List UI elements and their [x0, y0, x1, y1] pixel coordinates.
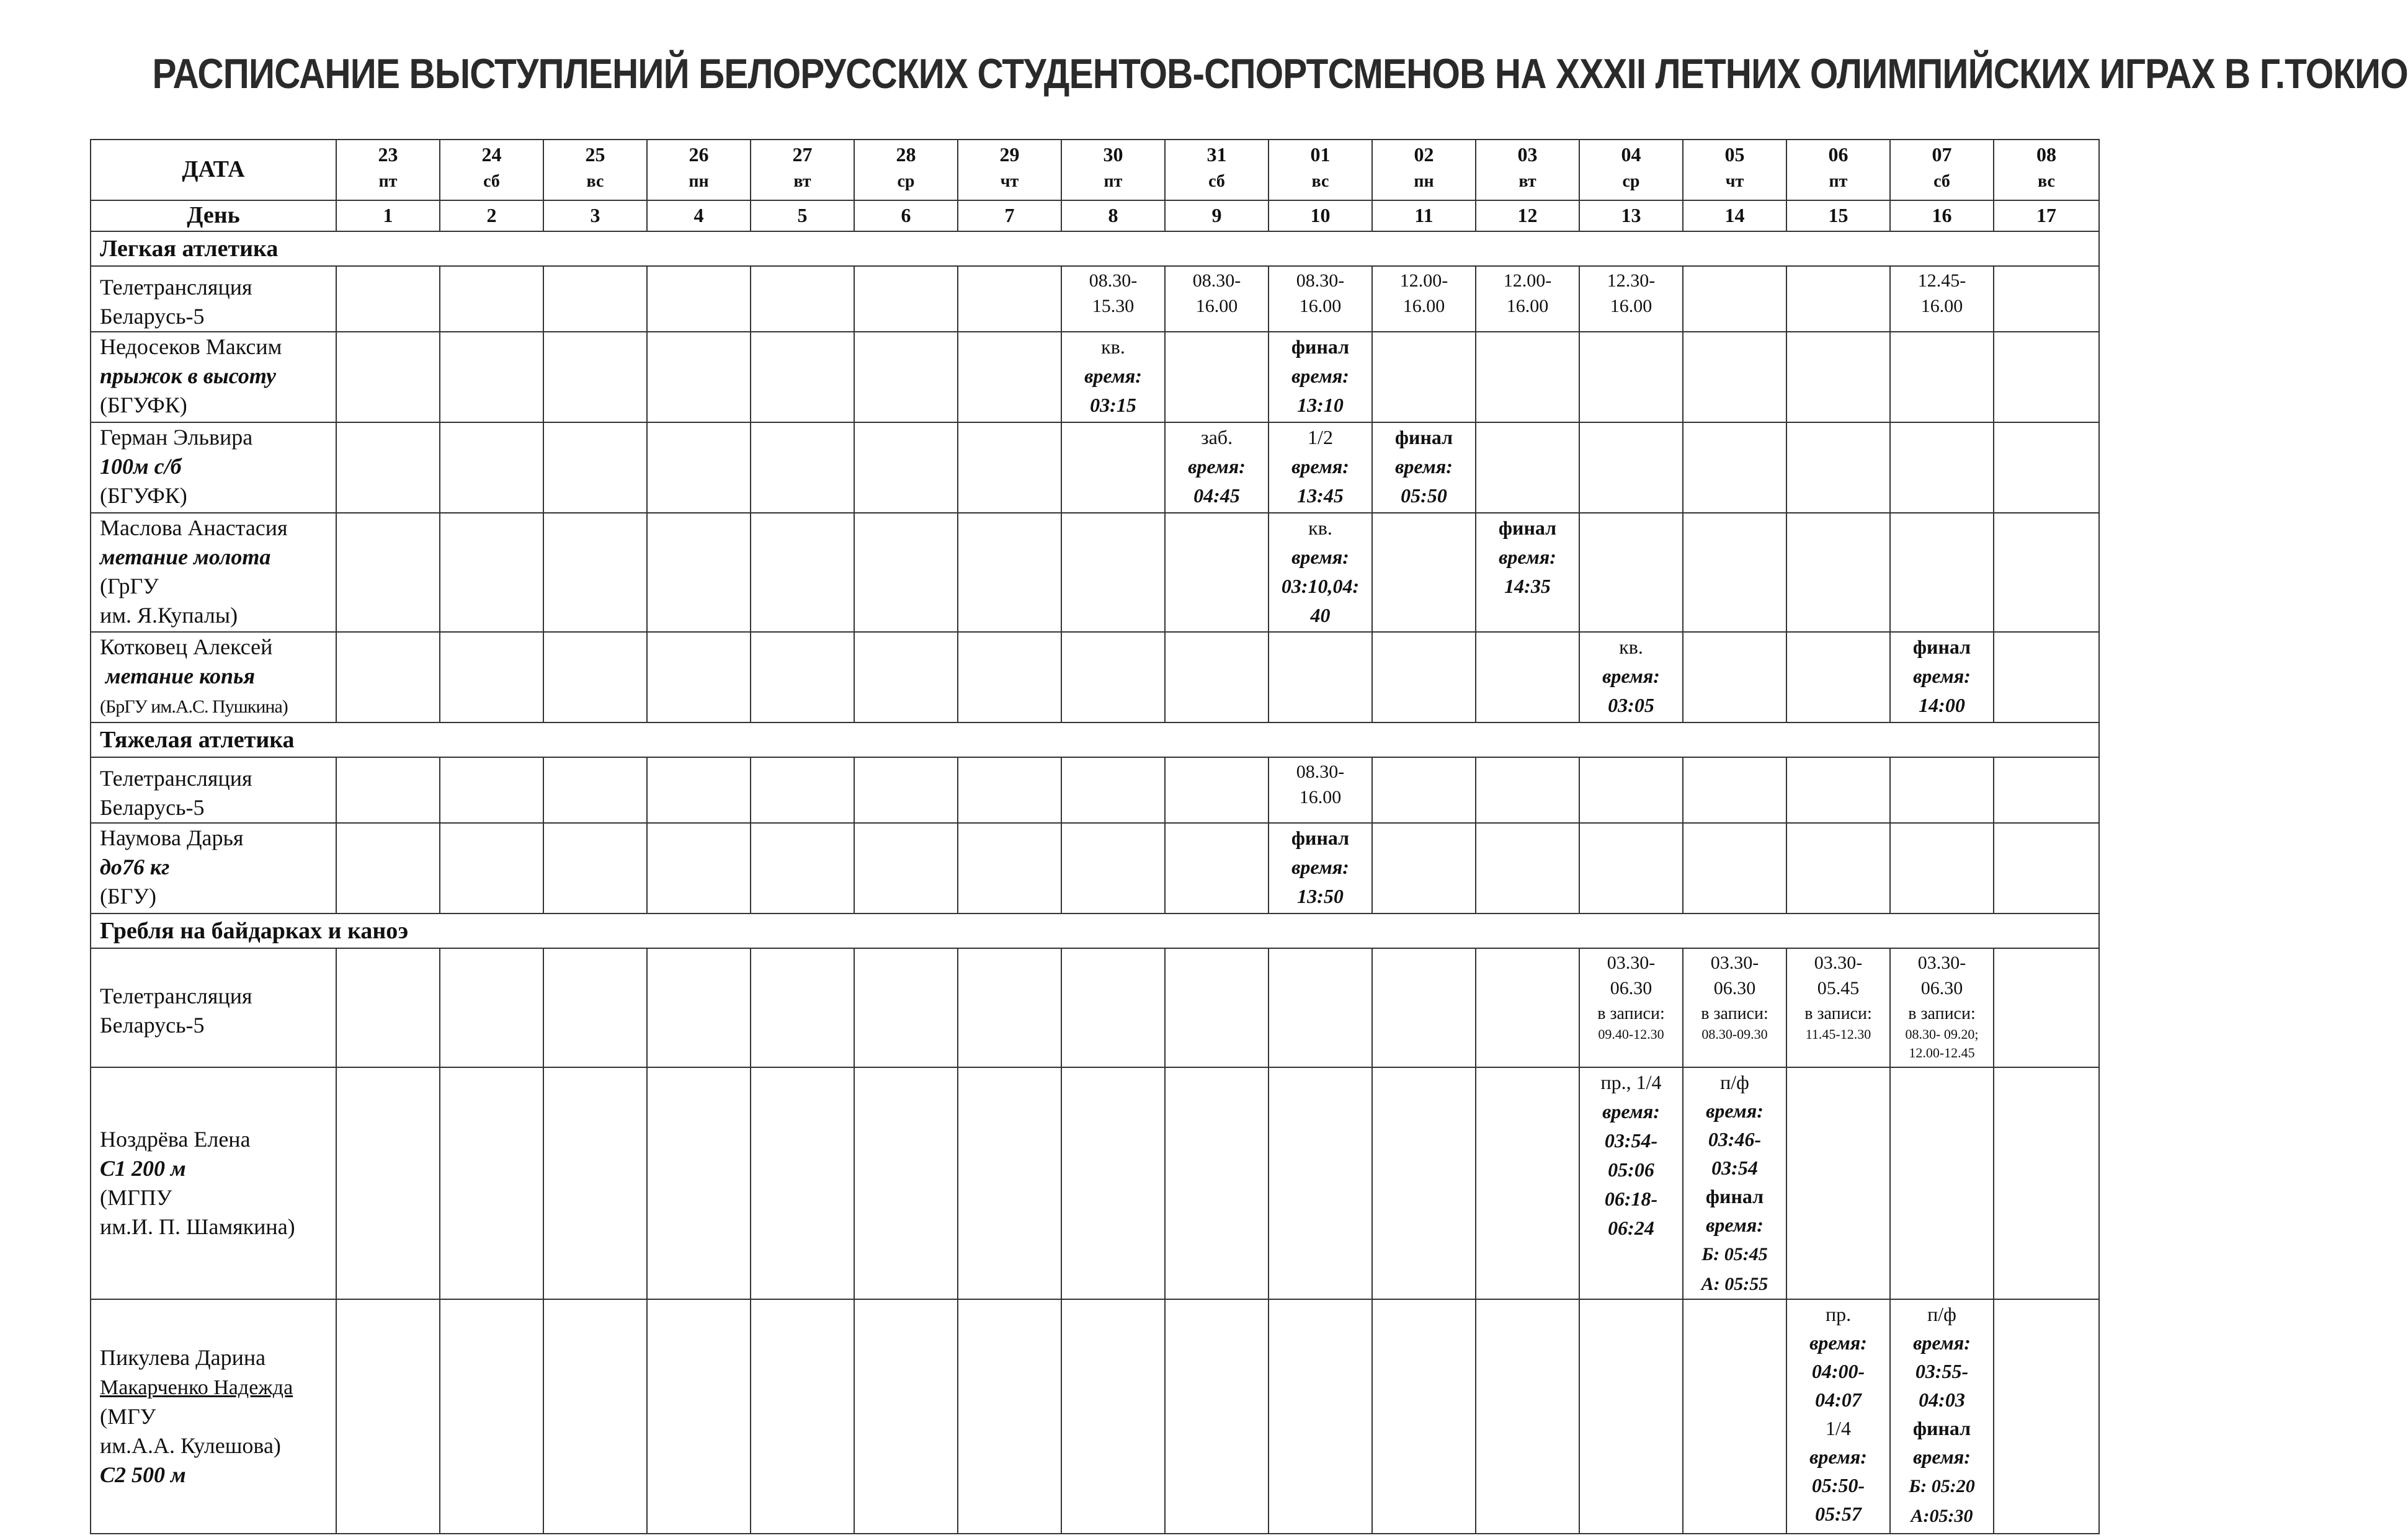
day-number-cell: 15 — [1786, 200, 1890, 231]
date-cell: 31 сб — [1165, 140, 1269, 200]
athlete-row-german — [91, 422, 2099, 513]
tv-label: Телетрансляция Беларусь-5 — [91, 948, 336, 1067]
event-slot: финал время: 05:50 — [1372, 422, 1476, 513]
event-slot: финал время: 14:35 — [1476, 513, 1579, 632]
tv-label: Телетрансляция Беларусь-5 — [91, 757, 336, 823]
day-number-cell: 10 — [1269, 200, 1372, 231]
event-slot: 1/2 время: 13:45 — [1269, 422, 1372, 513]
tv-slot: 08.30- 15.30 — [1061, 266, 1165, 332]
date-cell: 05 чт — [1683, 140, 1786, 200]
day-number-cell: 13 — [1579, 200, 1683, 231]
tv-slot: 03.30- 05.45 в записи: 11.45-12.30 — [1786, 948, 1890, 1067]
day-number-cell: 12 — [1476, 200, 1579, 231]
tv-slot: 12.00- 16.00 — [1476, 266, 1579, 332]
date-cell: 23 пт — [336, 140, 440, 200]
date-cell: 26 пн — [647, 140, 751, 200]
event-slot: финал время: 13:50 — [1269, 823, 1372, 913]
tv-slot: 08.30- 16.00 — [1269, 757, 1372, 823]
day-number-cell: 7 — [958, 200, 1061, 231]
date-cell: 03 вт — [1476, 140, 1579, 200]
tv-slot: 03.30- 06.30 в записи: 09.40-12.30 — [1579, 948, 1683, 1067]
tv-label: Телетрансляция Беларусь-5 — [91, 266, 336, 332]
event-slot: кв. время: 03:05 — [1579, 632, 1683, 722]
event-slot: кв. время: 03:15 — [1061, 332, 1165, 422]
event-slot: заб. время: 04:45 — [1165, 422, 1269, 513]
athlete-info: Котковец Алексей метание копья (БрГУ им.А.С. Пушкина) — [91, 632, 336, 722]
event-slot: финал время: 13:10 — [1269, 332, 1372, 422]
event-slot: кв. время: 03:10,04: 40 — [1269, 513, 1372, 632]
date-header-row — [91, 140, 2099, 200]
section-row-canoe — [91, 913, 2099, 948]
tv-slot: 08.30- 16.00 — [1269, 266, 1372, 332]
tv-slot: 03.30- 06.30 в записи: 08.30-09.30 — [1683, 948, 1786, 1067]
section-title: Легкая атлетика — [91, 231, 2099, 266]
tv-slot: 03.30- 06.30 в записи: 08.30- 09.20; 12.00-12.45 — [1890, 948, 1994, 1067]
date-cell: 29 чт — [958, 140, 1061, 200]
day-number-cell: 4 — [647, 200, 751, 231]
event-slot: п/ф время: 03:46- 03:54 финал время: Б: 05:45 А: 05:55 — [1683, 1067, 1786, 1299]
day-number-cell: 5 — [751, 200, 854, 231]
date-cell: 28 ср — [854, 140, 958, 200]
date-label-cell: ДАТА — [91, 140, 336, 200]
tv-slot: 12.30- 16.00 — [1579, 266, 1683, 332]
date-cell: 30 пт — [1061, 140, 1165, 200]
date-cell: 01 вс — [1269, 140, 1372, 200]
date-cell: 06 пт — [1786, 140, 1890, 200]
athlete-info: Ноздрёва Елена C1 200 м (МГПУ им.И. П. Шамякина) — [91, 1067, 336, 1299]
day-number-cell: 17 — [1994, 200, 2099, 231]
event-slot: п/ф время: 03:55- 04:03 финал время: Б: 05:20 А:05:30 — [1890, 1299, 1994, 1534]
date-cell: 27 вт — [751, 140, 854, 200]
date-cell: 08 вс — [1994, 140, 2099, 200]
event-slot: финал время: 14:00 — [1890, 632, 1994, 722]
athlete-row-maslova — [91, 513, 2099, 632]
day-number-cell: 9 — [1165, 200, 1269, 231]
athlete-row-pikuleva — [91, 1299, 2099, 1534]
section-title: Гребля на байдарках и каноэ — [91, 913, 2099, 948]
day-number-cell: 16 — [1890, 200, 1994, 231]
event-slot: пр. время: 04:00- 04:07 1/4 время: 05:50- 05:57 — [1786, 1299, 1890, 1534]
date-cell: 04 ср — [1579, 140, 1683, 200]
tv-row-canoe — [91, 948, 2099, 1067]
date-cell: 02 пн — [1372, 140, 1476, 200]
date-cell: 25 вс — [543, 140, 647, 200]
date-cell: 07 сб — [1890, 140, 1994, 200]
athlete-row-nedosekov — [91, 332, 2099, 422]
athlete-info: Пикулева Дарина Макарченко Надежда (МГУ им.А.А. Кулешова) C2 500 м — [91, 1299, 336, 1534]
athlete-info: Наумова Дарья до76 кг (БГУ) — [91, 823, 336, 913]
tv-slot: 12.45- 16.00 — [1890, 266, 1994, 332]
section-row-athletics — [91, 231, 2099, 266]
page-title: РАСПИСАНИЕ ВЫСТУПЛЕНИЙ БЕЛОРУССКИХ СТУДЕНТОВ-СПОРТСМЕНОВ НА XXXII ЛЕТНИХ ОЛИМПИЙСКИХ ИГРАХ В Г.ТОКИО — [152, 50, 2408, 97]
athlete-info: Недосеков Максим прыжок в высоту (БГУФК) — [91, 332, 336, 422]
tv-slot: 08.30- 16.00 — [1165, 266, 1269, 332]
schedule-table — [90, 139, 2100, 1534]
athlete-row-nozdreva — [91, 1067, 2099, 1299]
tv-row-weightlifting — [91, 757, 2099, 823]
athlete-info: Герман Эльвира 100м с/б (БГУФК) — [91, 422, 336, 513]
tv-row-athletics — [91, 266, 2099, 332]
section-row-weightlifting — [91, 722, 2099, 757]
event-slot: пр., 1/4 время: 03:54- 05:06 06:18- 06:24 — [1579, 1067, 1683, 1299]
day-number-cell: 3 — [543, 200, 647, 231]
athlete-row-kotkovets — [91, 632, 2099, 722]
day-label-cell: День — [91, 200, 336, 231]
athlete-row-naumova — [91, 823, 2099, 913]
day-number-row — [91, 200, 2099, 231]
athlete-info: Маслова Анастасия метание молота (ГрГУ им. Я.Купалы) — [91, 513, 336, 632]
day-number-cell: 8 — [1061, 200, 1165, 231]
day-number-cell: 6 — [854, 200, 958, 231]
day-number-cell: 1 — [336, 200, 440, 231]
day-number-cell: 11 — [1372, 200, 1476, 231]
tv-slot: 12.00- 16.00 — [1372, 266, 1476, 332]
day-number-cell: 14 — [1683, 200, 1786, 231]
date-cell: 24 сб — [440, 140, 543, 200]
day-number-cell: 2 — [440, 200, 543, 231]
section-title: Тяжелая атлетика — [91, 722, 2099, 757]
